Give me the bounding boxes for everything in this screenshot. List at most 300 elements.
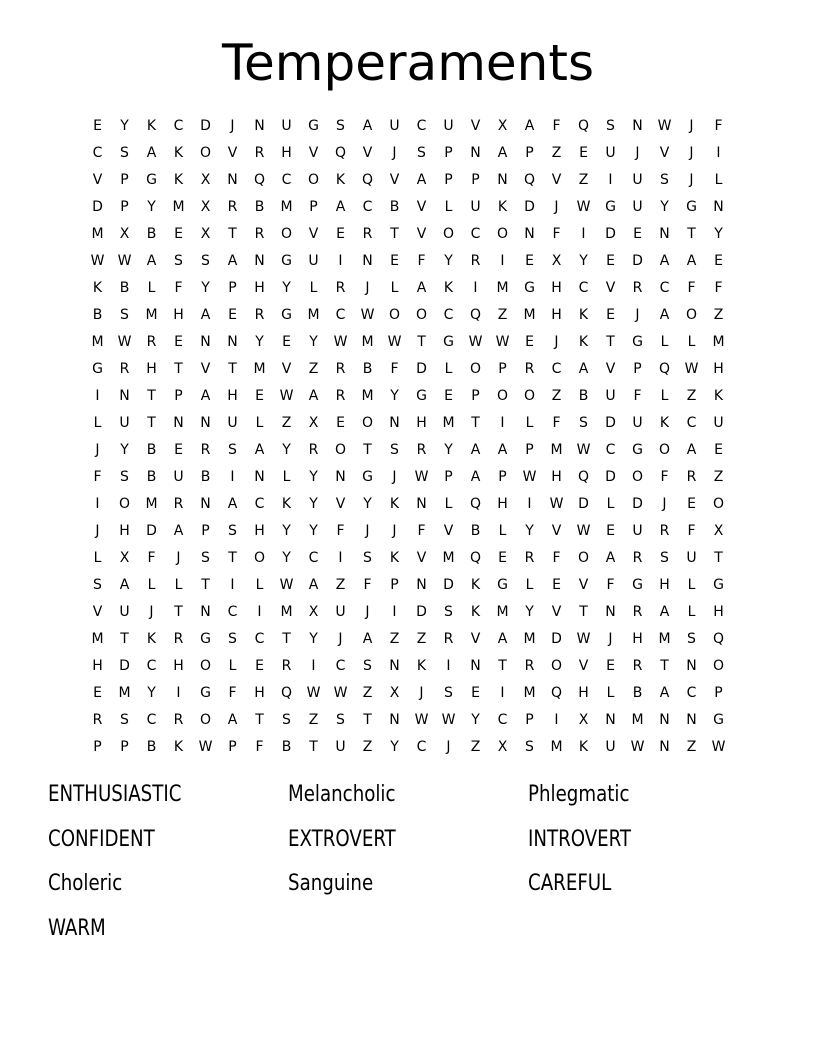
grid-letter: Y [282,523,291,539]
grid-letter: H [497,496,508,512]
page-title: Temperaments [221,34,595,92]
grid-letter: Y [282,550,291,566]
grid-letter: J [95,442,100,458]
grid-letter: L [255,577,264,593]
grid-letter: G [416,388,427,404]
grid-letter: N [659,739,670,755]
grid-letter: Z [389,631,400,647]
grid-letter: N [200,334,211,350]
word-bank-item: INTROVERT [528,826,631,852]
grid-letter: F [552,226,561,242]
grid-letter: T [147,415,156,431]
grid-letter: Y [309,496,318,512]
grid-letter: S [606,118,615,134]
grid-letter: Y [390,739,399,755]
grid-letter: J [635,307,640,323]
grid-letter: D [605,469,616,485]
grid-letter: H [92,658,103,674]
grid-letter: Q [658,361,671,377]
grid-row [84,680,732,707]
grid-letter: F [390,361,399,377]
grid-letter: S [525,739,534,755]
grid-letter: K [713,388,724,404]
grid-letter: S [228,442,237,458]
grid-letter: T [417,334,426,350]
grid-letter: G [362,469,373,485]
grid-letter: H [578,685,589,701]
grid-letter: F [417,253,426,269]
grid-letter: N [686,658,697,674]
grid-letter: N [497,172,508,188]
grid-letter: N [389,712,400,728]
grid-letter: H [551,280,562,296]
grid-letter: M [280,604,293,620]
grid-letter: P [228,280,237,296]
grid-letter: V [578,658,589,674]
grid-letter: N [200,496,211,512]
grid-row [84,410,732,437]
grid-letter: Y [363,496,372,512]
grid-letter: I [554,712,559,728]
word-bank-item: WARM [48,915,106,941]
grid-letter: W [576,199,591,215]
grid-letter: M [361,334,374,350]
grid-letter: E [579,145,588,161]
grid-letter: W [387,334,402,350]
grid-letter: T [363,442,372,458]
grid-letter: E [525,253,534,269]
grid-letter: R [146,334,157,350]
grid-letter: K [146,118,157,134]
grid-letter: Z [308,361,319,377]
grid-letter: W [414,469,429,485]
grid-letter: J [95,523,100,539]
grid-letter: F [255,739,264,755]
word-bank-item: Melancholic [288,782,396,807]
grid-letter: E [606,253,615,269]
grid-letter: W [198,739,213,755]
grid-letter: S [417,145,426,161]
grid-letter: C [416,739,427,755]
grid-letter: Q [280,685,293,701]
grid-row [84,275,732,302]
word-bank-item: Sanguine [288,871,374,896]
grid-letter: O [388,307,401,323]
grid-letter: V [551,172,562,188]
grid-letter: E [525,334,534,350]
grid-letter: R [173,631,184,647]
grid-letter: H [254,280,265,296]
grid-letter: U [281,118,292,134]
grid-letter: P [471,388,480,404]
grid-letter: S [660,550,669,566]
grid-letter: K [470,577,481,593]
grid-letter: H [551,307,562,323]
grid-letter: J [689,118,694,134]
grid-letter: R [362,226,373,242]
grid-letter: P [93,739,102,755]
grid-letter: M [523,631,536,647]
grid-letter: A [146,145,157,161]
grid-letter: E [552,577,561,593]
grid-row [84,707,732,734]
grid-letter: A [659,307,670,323]
grid-letter: I [230,577,235,593]
grid-letter: U [227,415,238,431]
grid-letter: P [120,739,129,755]
grid-letter: X [200,199,211,215]
grid-letter: R [335,388,346,404]
grid-letter: S [687,631,696,647]
grid-letter: T [660,658,669,674]
grid-letter: Y [147,199,156,215]
grid-letter: V [470,631,481,647]
grid-letter: X [713,523,724,539]
grid-letter: B [146,442,157,458]
grid-letter: N [362,253,373,269]
grid-letter: P [444,145,453,161]
grid-letter: U [335,604,346,620]
grid-letter: Y [309,631,318,647]
grid-letter: E [687,496,696,512]
grid-letter: B [281,739,292,755]
grid-letter: R [254,145,265,161]
grid-letter: I [500,253,505,269]
grid-letter: Y [444,442,453,458]
grid-letter: R [524,658,535,674]
grid-row [84,221,732,248]
grid-letter: L [93,415,102,431]
grid-letter: W [279,577,294,593]
grid-row [84,248,732,275]
grid-letter: V [308,226,319,242]
grid-letter: Q [577,469,590,485]
grid-letter: D [605,415,616,431]
grid-letter: R [632,280,643,296]
grid-letter: O [442,226,455,242]
grid-letter: A [227,496,238,512]
grid-letter: K [92,280,103,296]
grid-letter: F [174,280,183,296]
grid-letter: N [470,145,481,161]
grid-letter: O [361,415,374,431]
grid-letter: W [495,334,510,350]
grid-letter: G [281,307,292,323]
grid-letter: A [335,199,346,215]
grid-letter: C [659,280,670,296]
grid-row [84,329,732,356]
grid-letter: S [201,550,210,566]
grid-letter: S [363,658,372,674]
grid-letter: Z [578,172,589,188]
grid-letter: U [605,388,616,404]
grid-letter: W [117,253,132,269]
grid-letter: T [228,226,237,242]
grid-letter: J [176,550,181,566]
grid-letter: W [333,334,348,350]
grid-letter: S [228,523,237,539]
grid-letter: E [606,658,615,674]
grid-letter: A [200,307,211,323]
grid-letter: N [254,253,265,269]
grid-letter: U [119,604,130,620]
grid-letter: G [200,685,211,701]
grid-letter: T [201,577,210,593]
grid-letter: H [254,685,265,701]
grid-letter: C [173,118,184,134]
grid-letter: A [416,280,427,296]
grid-letter: J [365,280,370,296]
grid-letter: Q [577,118,590,134]
grid-letter: N [173,415,184,431]
grid-letter: R [470,253,481,269]
grid-letter: R [659,523,670,539]
grid-letter: P [525,442,534,458]
grid-letter: Z [416,631,427,647]
grid-letter: B [389,199,400,215]
grid-letter: J [392,523,397,539]
grid-letter: W [549,496,564,512]
grid-letter: C [416,118,427,134]
grid-letter: G [713,577,724,593]
grid-letter: W [522,469,537,485]
grid-letter: T [390,226,399,242]
grid-letter: Z [686,739,697,755]
grid-letter: C [335,307,346,323]
grid-letter: Y [390,388,399,404]
grid-letter: E [714,253,723,269]
grid-letter: C [227,604,238,620]
grid-letter: B [470,523,481,539]
grid-letter: Z [497,307,508,323]
letter-grid [84,113,732,761]
grid-letter: Z [308,712,319,728]
grid-letter: S [363,550,372,566]
grid-letter: K [389,496,400,512]
grid-letter: U [686,550,697,566]
grid-letter: N [227,172,238,188]
grid-letter: D [551,631,562,647]
grid-letter: K [497,199,508,215]
grid-letter: K [470,604,481,620]
grid-letter: W [441,712,456,728]
grid-letter: R [173,712,184,728]
grid-letter: B [146,739,157,755]
grid-letter: L [660,388,669,404]
grid-letter: N [713,199,724,215]
grid-letter: O [280,226,293,242]
grid-letter: V [416,550,427,566]
grid-row [84,734,732,761]
grid-letter: U [335,739,346,755]
grid-letter: K [281,496,292,512]
grid-letter: A [578,361,589,377]
grid-letter: D [146,523,157,539]
grid-letter: S [336,118,345,134]
grid-letter: C [254,631,265,647]
grid-letter: M [91,631,104,647]
grid-letter: A [470,469,481,485]
grid-letter: M [658,631,671,647]
grid-letter: T [579,604,588,620]
grid-letter: U [173,469,184,485]
grid-letter: Z [551,145,562,161]
grid-letter: V [605,280,616,296]
grid-letter: W [711,739,726,755]
grid-letter: N [605,712,616,728]
grid-letter: P [471,172,480,188]
grid-letter: Y [525,523,534,539]
grid-letter: F [552,415,561,431]
grid-letter: S [201,253,210,269]
grid-letter: W [360,307,375,323]
grid-letter: Q [334,145,347,161]
grid-letter: F [363,577,372,593]
grid-letter: N [416,496,427,512]
grid-letter: H [173,658,184,674]
grid-letter: Y [309,469,318,485]
grid-letter: V [362,145,373,161]
grid-letter: C [92,145,103,161]
grid-letter: V [443,523,454,539]
grid-letter: G [92,361,103,377]
grid-letter: D [416,604,427,620]
grid-letter: N [470,658,481,674]
grid-letter: M [118,685,131,701]
grid-letter: R [416,442,427,458]
grid-letter: Z [335,577,346,593]
grid-letter: G [146,172,157,188]
grid-letter: F [552,550,561,566]
grid-letter: F [714,118,723,134]
grid-letter: T [147,388,156,404]
grid-letter: M [442,550,455,566]
grid-letter: R [92,712,103,728]
grid-letter: N [524,226,535,242]
grid-letter: N [659,226,670,242]
grid-letter: B [254,199,265,215]
grid-letter: Y [714,226,723,242]
grid-letter: G [632,334,643,350]
grid-letter: A [308,388,319,404]
grid-letter: W [576,631,591,647]
grid-letter: R [335,280,346,296]
grid-letter: R [200,442,211,458]
grid-letter: C [497,712,508,728]
grid-letter: A [119,577,130,593]
grid-letter: E [228,307,237,323]
grid-letter: D [92,199,103,215]
grid-letter: K [173,172,184,188]
grid-letter: Y [444,253,453,269]
grid-letter: P [228,739,237,755]
grid-letter: V [200,361,211,377]
grid-letter: T [498,658,507,674]
word-bank-item: Phlegmatic [528,782,630,807]
grid-letter: Y [120,442,129,458]
grid-letter: X [497,739,508,755]
grid-letter: H [227,388,238,404]
grid-letter: W [576,523,591,539]
grid-letter: A [362,118,373,134]
grid-letter: C [308,550,319,566]
grid-letter: J [419,685,424,701]
grid-letter: G [443,334,454,350]
grid-letter: L [390,280,399,296]
grid-letter: P [525,712,534,728]
grid-letter: C [254,496,265,512]
grid-letter: E [174,334,183,350]
grid-letter: T [228,361,237,377]
grid-letter: R [254,307,265,323]
grid-letter: X [200,172,211,188]
word-bank-item: CONFIDENT [48,826,155,852]
grid-letter: C [362,199,373,215]
grid-letter: S [660,172,669,188]
grid-letter: W [576,442,591,458]
grid-letter: J [446,739,451,755]
grid-letter: M [145,307,158,323]
word-bank-item: ENTHUSIASTIC [48,782,182,807]
grid-letter: Q [712,631,725,647]
grid-letter: H [659,577,670,593]
grid-letter: M [91,226,104,242]
grid-letter: W [306,685,321,701]
grid-letter: J [392,469,397,485]
grid-letter: R [632,604,643,620]
grid-letter: H [254,523,265,539]
grid-letter: C [146,712,157,728]
grid-letter: O [415,307,428,323]
grid-letter: L [147,280,156,296]
grid-letter: I [473,280,478,296]
grid-letter: L [444,199,453,215]
grid-letter: L [255,415,264,431]
grid-letter: I [176,685,181,701]
grid-letter: D [416,361,427,377]
grid-letter: D [578,496,589,512]
grid-letter: Z [362,685,373,701]
grid-letter: L [174,577,183,593]
grid-letter: O [550,658,563,674]
grid-letter: I [338,253,343,269]
grid-row [84,437,732,464]
grid-letter: P [120,172,129,188]
grid-letter: U [713,415,724,431]
grid-letter: D [200,118,211,134]
grid-letter: K [659,415,670,431]
word-bank-item: CAREFUL [528,871,612,896]
grid-letter: K [146,631,157,647]
grid-letter: P [174,388,183,404]
grid-letter: I [527,496,532,512]
grid-letter: S [93,577,102,593]
grid-letter: Z [281,415,292,431]
grid-letter: T [363,712,372,728]
grid-letter: L [282,469,291,485]
grid-letter: Y [471,712,480,728]
grid-letter: S [444,685,453,701]
grid-letter: A [470,442,481,458]
grid-letter: E [282,334,291,350]
grid-letter: F [660,469,669,485]
grid-letter: R [119,361,130,377]
grid-letter: B [92,307,103,323]
grid-letter: C [605,442,616,458]
grid-row [84,626,732,653]
grid-letter: I [500,415,505,431]
grid-letter: Q [469,496,482,512]
